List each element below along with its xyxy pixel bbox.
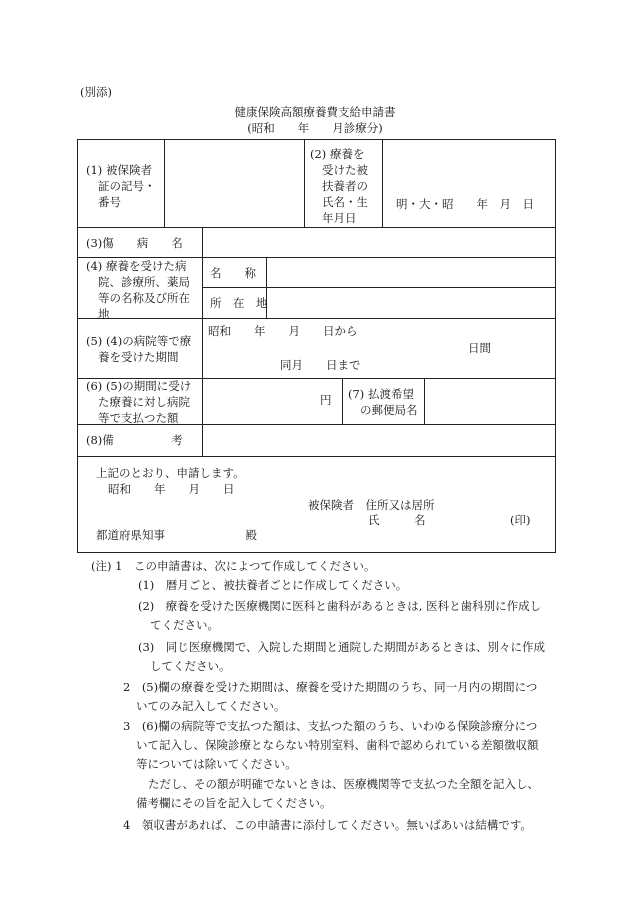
col-divider — [382, 140, 383, 227]
period-from-input[interactable]: 昭和 年 月 日から — [208, 324, 358, 338]
note-line: 4 領収書があれば、この申請書に添付してください。無いばあいは結構です。 — [123, 818, 532, 832]
attachment-label: (別添) — [80, 85, 112, 99]
note-line: (注) 1 この申請書は、次によつて作成してください。 — [91, 559, 376, 573]
post-office-input[interactable] — [426, 380, 552, 422]
application-form — [77, 139, 556, 553]
dependent-birth-date-input[interactable]: 明・大・昭 年 月 日 — [396, 197, 534, 211]
note-line: 等については除いてください。 — [136, 757, 297, 771]
col-divider — [202, 227, 203, 456]
col-divider — [304, 140, 305, 227]
field-1-label: (1) 被保険者 証の記号・ 番号 — [86, 163, 156, 209]
field-8-label: (8)備 考 — [86, 433, 183, 447]
col-divider — [342, 378, 343, 424]
form-title: 健康保険高額療養費支給申請書 — [234, 105, 396, 119]
note-line: ただし、その額が明確でないときは、医療機関等で支払つた全額を記入し、 — [148, 777, 539, 791]
hospital-address-label: 所 在 地 — [210, 296, 268, 310]
col-divider — [164, 140, 165, 227]
field-7-label: (7) 払渡希望 の郵便局名 — [348, 387, 418, 417]
hospital-name-input[interactable] — [268, 259, 552, 285]
period-days-input[interactable]: 日間 — [468, 341, 491, 355]
field-6-label: (6) (5)の期間に受け た療養に対し病院 等で支払つた額 — [86, 379, 192, 425]
application-date-input[interactable]: 昭和 年 月 日 — [108, 482, 235, 496]
row-divider — [78, 456, 555, 457]
field-5-label: (5) (4)の病院等で療 養を受けた期間 — [86, 334, 192, 364]
note-line: 3 (6)欄の病院等で支払つた額は、支払つた額のうち、いわゆる保険診療分につ — [123, 719, 538, 733]
field-2-label: (2) 療養を 受けた被 扶養者の 氏名・生 年月日 — [310, 147, 368, 225]
field-3-label: (3)傷 病 名 — [86, 236, 183, 250]
form-subtitle: (昭和 年 月診療分) — [247, 121, 383, 135]
note-line: てください。 — [150, 618, 219, 632]
field-4-label: (4) 療養を受けた病 院、診療所、薬局 等の名称及び所在 地 — [86, 259, 190, 321]
seal-mark: (印) — [510, 513, 531, 527]
addressee: 都道府県知事 殿 — [96, 528, 257, 542]
period-to-input[interactable]: 同月 日まで — [280, 358, 361, 372]
disease-name-input[interactable] — [204, 229, 552, 255]
insured-address-label: 被保険者 住所又は居所 — [308, 498, 435, 512]
note-line: (3) 同じ医療機関で、入院した期間と通院した期間があるときは、別々に作成 — [138, 640, 546, 654]
row-divider — [202, 287, 555, 288]
declaration-statement: 上記のとおり、申請します。 — [96, 466, 245, 480]
note-line: いて記入し、保険診療とならない特別室料、歯科で認められている差額徴収額 — [136, 738, 539, 752]
hospital-name-label: 名 称 — [210, 266, 256, 280]
yen-unit: 円 — [320, 393, 332, 407]
note-line: いてのみ記入してください。 — [136, 699, 286, 713]
row-divider — [78, 227, 555, 228]
note-line: (1) 暦月ごと、被扶養者ごとに作成してください。 — [138, 578, 408, 592]
note-line: 2 (5)欄の療養を受けた期間は、療養を受けた期間のうち、同一月内の期間につ — [123, 680, 538, 694]
remarks-input[interactable] — [204, 426, 552, 454]
paid-amount-input[interactable] — [204, 380, 340, 422]
note-line: (2) 療養を受けた医療機関に医科と歯科があるときは, 医科と歯科別に作成し — [138, 599, 542, 613]
note-line: してください。 — [150, 659, 231, 673]
note-line: 備考欄にその旨を記入してください。 — [136, 796, 332, 810]
col-divider — [424, 378, 425, 424]
insured-name-label: 氏 名 — [368, 513, 426, 527]
insurance-card-number-input[interactable] — [166, 142, 302, 224]
hospital-address-input[interactable] — [268, 289, 552, 316]
